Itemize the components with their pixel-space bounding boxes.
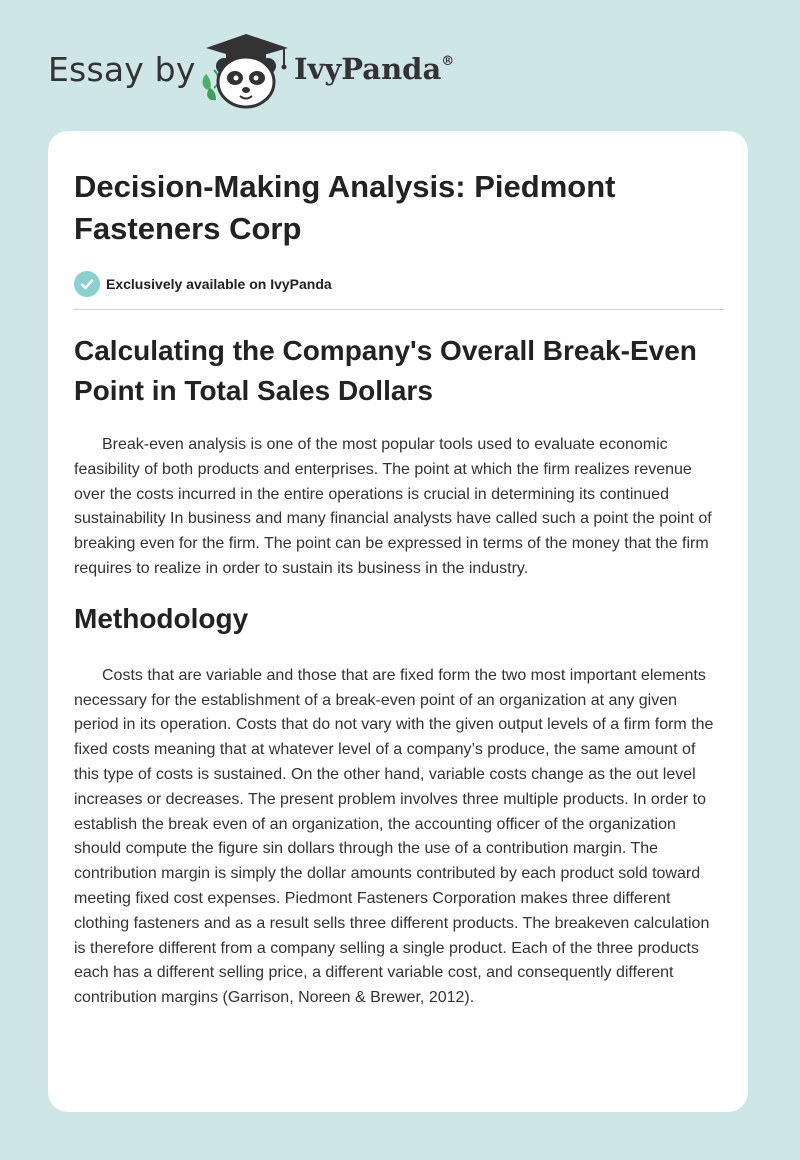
site-header [0,0,800,130]
section-paragraph: Costs that are variable and those that are fixed form the two most important elements necessary for the establishment of a break-even point of an organization at any given period in its operation. Costs that do not vary with the given output levels of a firm form the fixed costs meaning that at whatever level of a company’s produce, the same amount of this type of costs is sustained. On the other hand, variable costs change as the out level increases or decreases. The present problem involves three multiple products. In order to establish the break even of an organization, the accounting officer of the organization should compute the figure sin dollars through the use of a contribution margin. The contribution margin is simply the dollar amounts contributed by each product sold toward meeting fixed cost expenses. Piedmont Fasteners Corporation makes three different clothing fasteners and as a result sells three different products. The breakeven calculation is therefore different from a company selling a single product. Each of the three products each has a different selling price, a different variable cost, and consequently different contribution margins (Garrison, Noreen & Brewer, 2012). [74,666,714,1007]
brand-name[interactable] [294,52,454,86]
section-heading: Methodology [74,602,249,634]
section-paragraph: Break-even analysis is one of the most popular tools used to evaluate economic feasibility of both products and enterprises. The point at which the firm realizes revenue over the costs incurred in the entire operations is crucial in determining its continued sustainability In business and many financial analysts have called such a point the point of breaking even for the firm. The point can be expressed in terms of the money that the firm requires to realize in order to sustain its business in the industry. [74,436,712,577]
registered-mark: ® [441,54,455,69]
section-heading: Calculating the Company's Overall Break-Even Point in Total Sales Dollars [74,335,697,406]
page-title: Decision-Making Analysis: Piedmont Fasteners Corp [74,169,616,246]
exclusive-badge [74,270,724,298]
divider [74,309,724,310]
essay-by-label: Essay by [48,50,196,89]
exclusive-label: Exclusively available on IvyPanda [106,276,332,292]
check-icon [74,271,100,297]
panda-logo-icon[interactable] [200,30,292,110]
article-content [74,166,724,1011]
article-card [48,131,748,1112]
brand-text: IvyPanda [294,52,442,86]
